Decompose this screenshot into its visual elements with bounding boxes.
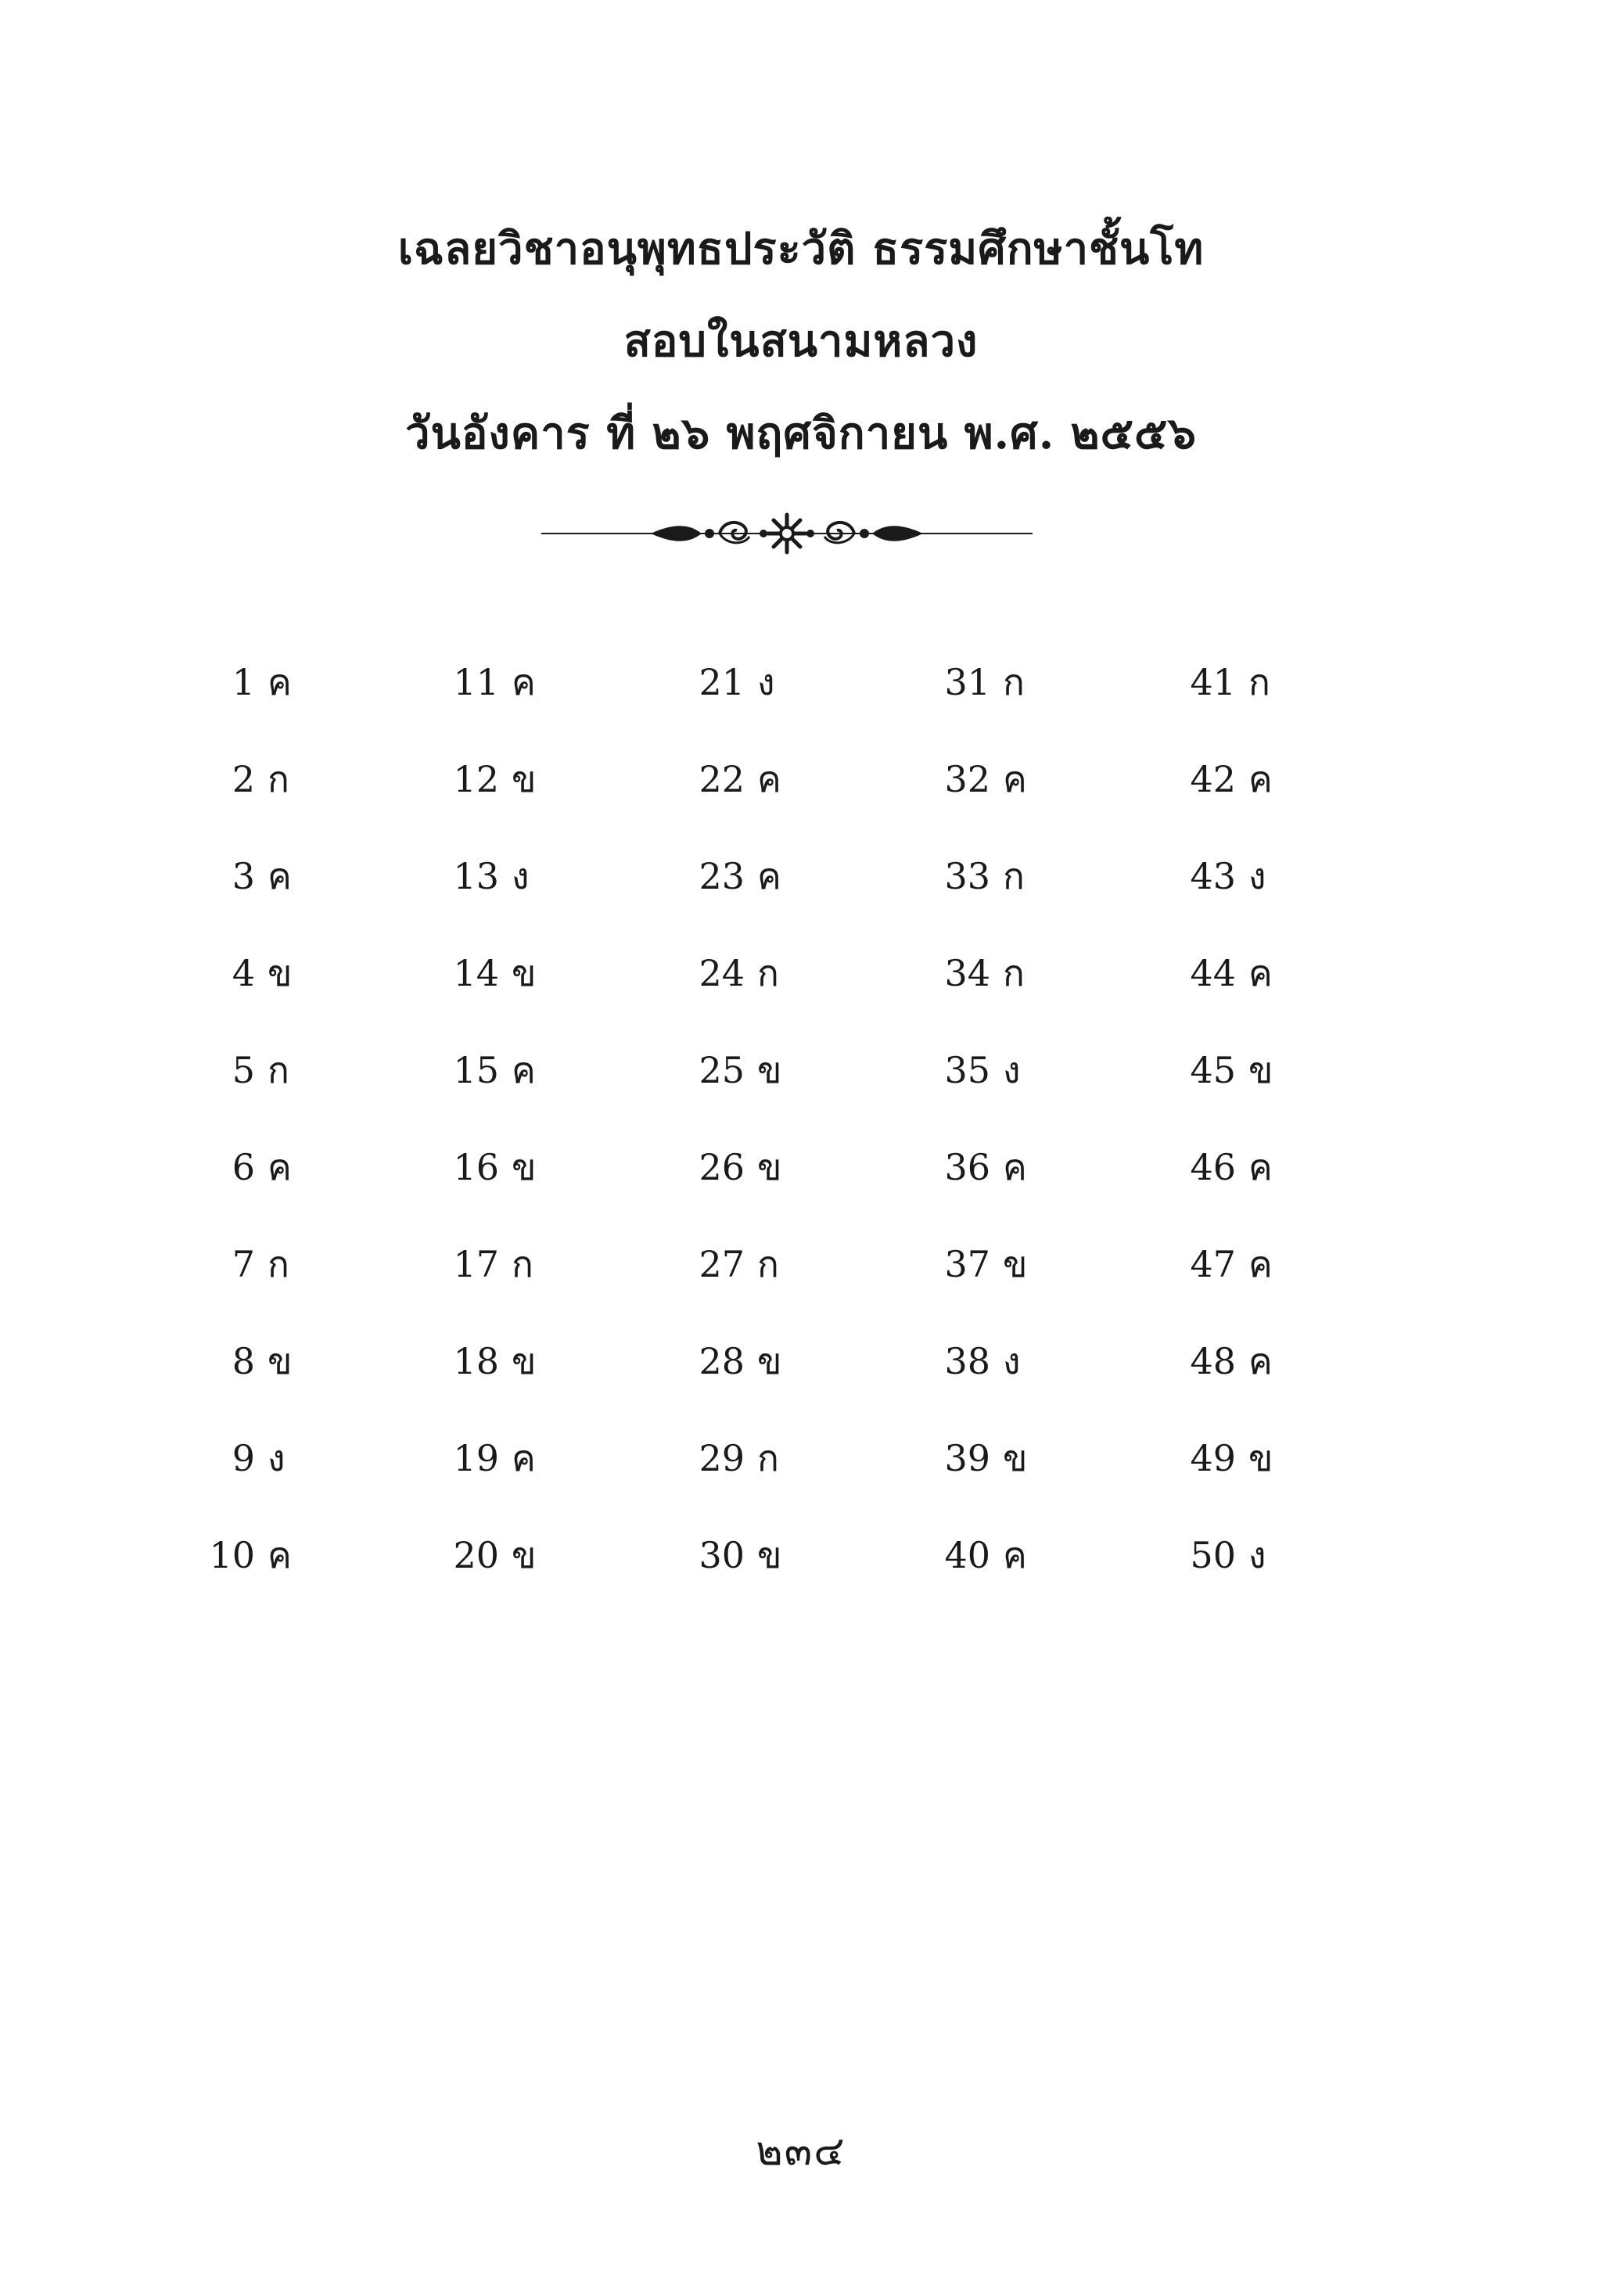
- answer-item: [666, 1142, 854, 1239]
- answer-item: [666, 1530, 854, 1627]
- answer-item: [1158, 948, 1345, 1045]
- answer-choice: ข: [757, 1534, 782, 1576]
- answer-choice: ข: [757, 1340, 782, 1382]
- answer-item: [421, 851, 609, 948]
- answer-item: [1158, 1530, 1345, 1627]
- answer-choice: ข: [512, 1146, 537, 1188]
- answer-item: [666, 948, 854, 1045]
- answer-item: [1158, 851, 1345, 948]
- answer-choice: ค: [512, 1049, 536, 1091]
- question-number: 3: [232, 855, 255, 897]
- answer-item: [421, 1142, 609, 1239]
- answer-column-4: [912, 657, 1100, 1627]
- document-title: [0, 223, 1602, 504]
- answer-choice: ข: [512, 758, 537, 800]
- answer-item: [912, 1530, 1100, 1627]
- answer-choice: ข: [268, 952, 293, 994]
- answer-item: [912, 1142, 1100, 1239]
- answer-choice: ก: [757, 1243, 779, 1285]
- answer-choice: ก: [268, 1243, 289, 1285]
- answer-item: [912, 948, 1100, 1045]
- answer-choice: ง: [512, 855, 530, 897]
- answer-choice: ข: [757, 1146, 782, 1188]
- question-number: 20: [453, 1534, 499, 1576]
- question-number: 17: [453, 1243, 499, 1285]
- answer-choice: ข: [512, 1534, 537, 1576]
- question-number: 5: [232, 1049, 255, 1091]
- answer-choice: ค: [1248, 1340, 1273, 1382]
- answer-item: [177, 1239, 365, 1336]
- question-number: 46: [1190, 1146, 1236, 1188]
- answer-item: [1158, 754, 1345, 851]
- answer-item: [421, 1336, 609, 1433]
- answer-item: [1158, 657, 1345, 754]
- answer-choice: ง: [757, 661, 775, 703]
- answer-item: [177, 1142, 365, 1239]
- question-number: 39: [944, 1437, 990, 1479]
- answer-column-2: [421, 657, 609, 1627]
- question-number: 48: [1190, 1340, 1236, 1382]
- answer-item: [666, 851, 854, 948]
- answer-item: [421, 948, 609, 1045]
- answer-item: [912, 657, 1100, 754]
- answer-choice: ก: [757, 952, 779, 994]
- answer-choice: ก: [1003, 855, 1025, 897]
- answer-choice: ค: [757, 758, 781, 800]
- answer-choice: ค: [1003, 758, 1027, 800]
- title-line-subject: เฉลยวิชาอนุพุทธประวัติ ธรรมศึกษาชั้นโท: [397, 223, 1205, 275]
- answer-choice: ค: [512, 661, 536, 703]
- answer-choice: ค: [757, 855, 781, 897]
- answer-item: [177, 657, 365, 754]
- question-number: 34: [944, 952, 990, 994]
- answer-choice: ข: [268, 1340, 293, 1382]
- question-number: 41: [1190, 661, 1236, 703]
- answer-item: [177, 1530, 365, 1627]
- question-number: 19: [453, 1437, 499, 1479]
- question-number: 26: [699, 1146, 745, 1188]
- answer-choice: ค: [268, 1146, 292, 1188]
- question-number: 50: [1190, 1534, 1236, 1576]
- answer-item: [666, 1336, 854, 1433]
- answer-choice: ข: [1003, 1243, 1028, 1285]
- answer-item: [421, 754, 609, 851]
- answer-item: [177, 1045, 365, 1142]
- answer-item: [177, 1433, 365, 1530]
- answer-item: [1158, 1336, 1345, 1433]
- answer-choice: ข: [1248, 1437, 1273, 1479]
- answer-item: [912, 754, 1100, 851]
- answer-choice: ก: [757, 1437, 779, 1479]
- question-number: 42: [1190, 758, 1236, 800]
- question-number: 31: [944, 661, 990, 703]
- answer-item: [912, 1433, 1100, 1530]
- answer-choice: ง: [1248, 1534, 1266, 1576]
- question-number: 10: [209, 1534, 255, 1576]
- answer-item: [177, 754, 365, 851]
- answer-item: [421, 1530, 609, 1627]
- answer-item: [666, 657, 854, 754]
- question-number: 47: [1190, 1243, 1236, 1285]
- answer-choice: ข: [512, 952, 537, 994]
- answer-column-3: [666, 657, 854, 1627]
- question-number: 13: [453, 855, 499, 897]
- answer-item: [666, 1045, 854, 1142]
- answer-item: [912, 1336, 1100, 1433]
- answer-choice: ข: [1248, 1049, 1273, 1091]
- question-number: 43: [1190, 855, 1236, 897]
- answer-choice: ง: [268, 1437, 286, 1479]
- answer-choice: ก: [1003, 661, 1025, 703]
- answer-item: [912, 1239, 1100, 1336]
- question-number: 22: [699, 758, 745, 800]
- page-number: ๒๓๔: [756, 2128, 846, 2175]
- answer-item: [666, 1433, 854, 1530]
- title-line-venue: สอบในสนามหลวง: [623, 315, 979, 367]
- answer-choice: ข: [1003, 1437, 1028, 1479]
- answer-choice: ก: [1003, 952, 1025, 994]
- question-number: 38: [944, 1340, 990, 1382]
- answer-choice: ค: [512, 1437, 536, 1479]
- question-number: 28: [699, 1340, 745, 1382]
- question-number: 14: [453, 952, 499, 994]
- answer-item: [1158, 1045, 1345, 1142]
- answer-choice: ก: [268, 1049, 289, 1091]
- question-number: 27: [699, 1243, 745, 1285]
- answer-item: [421, 657, 609, 754]
- answer-item: [421, 1045, 609, 1142]
- question-number: 30: [699, 1534, 745, 1576]
- question-number: 1: [232, 661, 255, 703]
- question-number: 40: [944, 1534, 990, 1576]
- question-number: 33: [944, 855, 990, 897]
- answer-item: [1158, 1142, 1345, 1239]
- question-number: 49: [1190, 1437, 1236, 1479]
- answer-item: [666, 754, 854, 851]
- answer-choice: ค: [268, 661, 292, 703]
- decorative-divider-icon: [541, 510, 1033, 557]
- answer-choice: ค: [1248, 952, 1273, 994]
- question-number: 25: [699, 1049, 745, 1091]
- question-number: 21: [699, 661, 745, 703]
- answer-item: [177, 851, 365, 948]
- answer-item: [1158, 1433, 1345, 1530]
- question-number: 6: [232, 1146, 255, 1188]
- question-number: 29: [699, 1437, 745, 1479]
- answer-column-5: [1158, 657, 1345, 1627]
- answer-item: [421, 1433, 609, 1530]
- question-number: 15: [453, 1049, 499, 1091]
- question-number: 37: [944, 1243, 990, 1285]
- answer-item: [912, 851, 1100, 948]
- question-number: 7: [232, 1243, 255, 1285]
- answer-choice: ก: [268, 758, 289, 800]
- answer-choice: ค: [1248, 1243, 1273, 1285]
- question-number: 45: [1190, 1049, 1236, 1091]
- question-number: 23: [699, 855, 745, 897]
- answer-choice: ค: [1003, 1146, 1027, 1188]
- answer-item: [177, 948, 365, 1045]
- question-number: 11: [453, 661, 499, 703]
- question-number: 16: [453, 1146, 499, 1188]
- answer-choice: ค: [268, 1534, 292, 1576]
- question-number: 8: [232, 1340, 255, 1382]
- question-number: 18: [453, 1340, 499, 1382]
- answer-choice: ค: [1003, 1534, 1027, 1576]
- title-line-date: วันอังคาร ที่ ๒๖ พฤศจิกายน พ.ศ. ๒๕๕๖: [405, 408, 1197, 459]
- question-number: 12: [453, 758, 499, 800]
- answer-column-1: [177, 657, 365, 1627]
- answer-item: [421, 1239, 609, 1336]
- question-number: 35: [944, 1049, 990, 1091]
- answer-item: [177, 1336, 365, 1433]
- answer-choice: ค: [1248, 758, 1273, 800]
- answer-choice: ง: [1003, 1049, 1021, 1091]
- answer-choice: ค: [268, 855, 292, 897]
- question-number: 32: [944, 758, 990, 800]
- question-number: 44: [1190, 952, 1236, 994]
- answer-item: [666, 1239, 854, 1336]
- answer-choice: ข: [512, 1340, 537, 1382]
- question-number: 24: [699, 952, 745, 994]
- answer-choice: ก: [512, 1243, 533, 1285]
- question-number: 9: [232, 1437, 255, 1479]
- answer-choice: ง: [1248, 855, 1266, 897]
- answer-item: [1158, 1239, 1345, 1336]
- question-number: 36: [944, 1146, 990, 1188]
- question-number: 2: [232, 758, 255, 800]
- answer-choice: ข: [757, 1049, 782, 1091]
- answer-item: [912, 1045, 1100, 1142]
- answer-choice: ง: [1003, 1340, 1021, 1382]
- answer-choice: ก: [1248, 661, 1270, 703]
- answer-choice: ค: [1248, 1146, 1273, 1188]
- question-number: 4: [232, 952, 255, 994]
